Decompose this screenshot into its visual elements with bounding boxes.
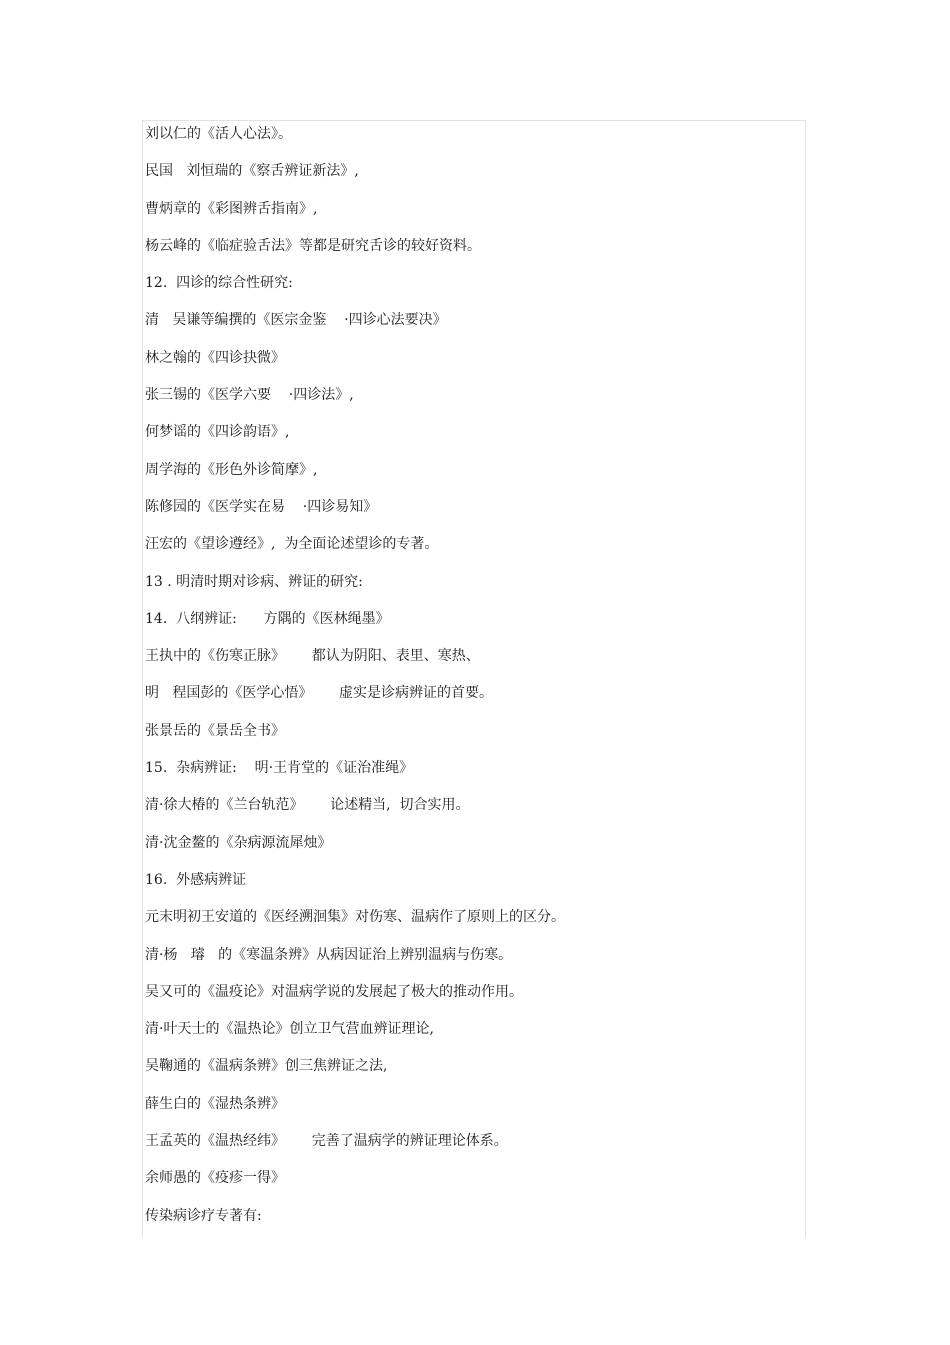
text-line: 王孟英的《温热经纬》 完善了温病学的辨证理论体系。 bbox=[145, 1133, 508, 1150]
text-line: 张三锡的《医学六要 ·四诊法》, bbox=[145, 387, 354, 404]
section-heading: 16. 外感病辨证 bbox=[145, 871, 247, 888]
text-line: 明 程国彭的《医学心悟》 虚实是诊病辨证的首要。 bbox=[145, 685, 494, 702]
text-line: 曹炳章的《彩图辨舌指南》, bbox=[145, 200, 318, 217]
text-line: 传染病诊疗专著有: bbox=[145, 1207, 262, 1224]
text-line: 清·叶天士的《温热论》创立卫气营血辨证理论, bbox=[145, 1021, 434, 1038]
text-line: 清·杨 璿 的《寒温条辨》从病因证治上辨别温病与伤寒。 bbox=[145, 946, 513, 963]
section-heading: 15. 杂病辨证: 明·王肯堂的《证治准绳》 bbox=[145, 760, 414, 777]
text-line: 吴鞠通的《温病条辨》创三焦辨证之法, bbox=[145, 1058, 388, 1075]
section-heading: 12. 四诊的综合性研究: bbox=[145, 275, 293, 292]
text-line: 余师愚的《疫疹一得》 bbox=[145, 1170, 285, 1187]
text-line: 清·沈金鳌的《杂病源流犀烛》 bbox=[145, 834, 332, 851]
text-line: 陈修园的《医学实在易 ·四诊易知》 bbox=[145, 498, 378, 515]
text-line: 清·徐大椿的《兰台轨范》 论述精当, 切合实用。 bbox=[145, 797, 470, 814]
text-line: 刘以仁的《活人心法》。 bbox=[145, 126, 292, 142]
text-line: 薛生白的《湿热条辨》 bbox=[145, 1095, 285, 1112]
text-line: 林之翰的《四诊抉微》 bbox=[145, 349, 285, 366]
text-line: 何梦谣的《四诊韵语》, bbox=[145, 424, 290, 441]
text-line: 张景岳的《景岳全书》 bbox=[145, 722, 285, 739]
text-line: 汪宏的《望诊遵经》, 为全面论述望诊的专著。 bbox=[145, 536, 439, 553]
text-line: 杨云峰的《临症验舌法》等都是研究舌诊的较好资料。 bbox=[145, 237, 481, 254]
text-line: 清 吴谦等编撰的《医宗金鉴 ·四诊心法要决》 bbox=[145, 312, 447, 329]
text-line: 周学海的《形色外诊简摩》, bbox=[145, 461, 318, 478]
text-line: 元末明初王安道的《医经溯洄集》对伤寒、温病作了原则上的区分。 bbox=[145, 909, 565, 926]
text-line: 民国 刘恒瑞的《察舌辨证新法》, bbox=[145, 163, 359, 180]
section-heading: 13 . 明清时期对诊病、辨证的研究: bbox=[145, 573, 363, 590]
text-line: 王执中的《伤寒正脉》 都认为阴阳、表里、寒热、 bbox=[145, 648, 480, 665]
text-line: 吴又可的《温疫论》对温病学说的发展起了极大的推动作用。 bbox=[145, 983, 523, 1000]
document-body bbox=[145, 123, 795, 1242]
section-heading: 14. 八纲辨证: 方隅的《医林绳墨》 bbox=[145, 610, 390, 627]
